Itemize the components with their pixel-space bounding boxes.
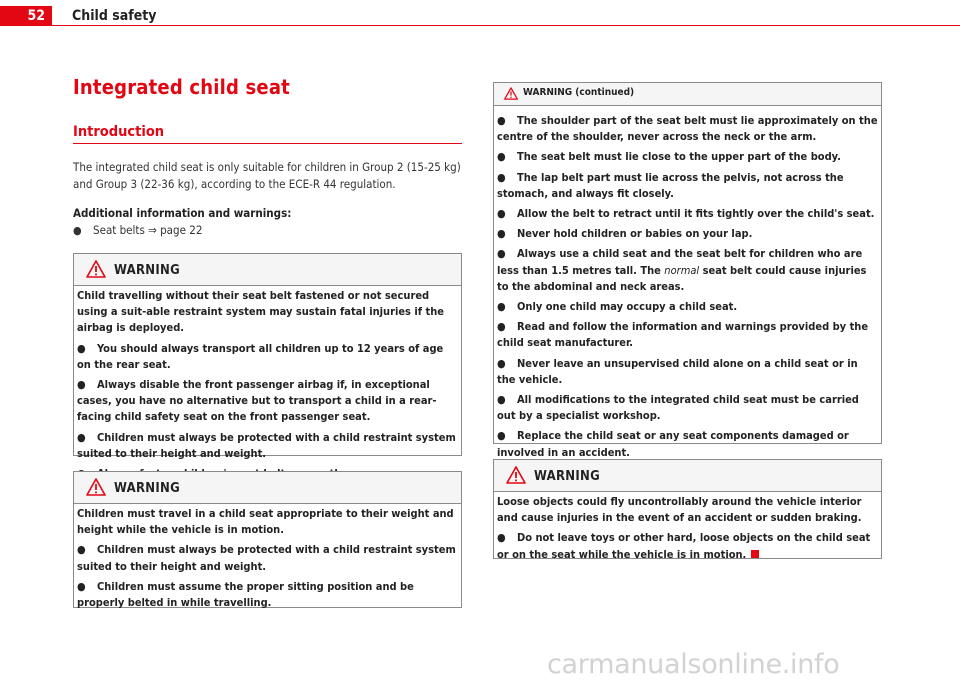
bullet-icon: ● — [497, 150, 506, 164]
warning-item: ● Never leave an unsupervised child alone on a child seat or in the vehicle. — [497, 356, 858, 386]
bullet-icon: ● — [77, 378, 86, 392]
warning-item: ● Never hold children or babies on your lap. — [497, 226, 878, 242]
header-rule — [52, 25, 960, 26]
bullet-icon: ● — [497, 114, 506, 127]
subsection-rule — [73, 143, 462, 144]
running-title: Child safety — [72, 8, 157, 24]
subsection-title: Introduction — [73, 124, 165, 140]
warning-item: ● Replace the child seat or any seat components damaged or involved in an accident. — [497, 429, 849, 459]
warning-item: ● Children must assume the proper sitting position and be properly belted in while travelling. — [77, 579, 414, 610]
bullet-icon: ● — [497, 247, 506, 261]
watermark: carmanualsonline.info — [547, 649, 840, 680]
warning-title: WARNING — [534, 469, 601, 484]
bullet-icon: ● — [77, 543, 86, 557]
bullet-icon: ● — [497, 227, 506, 241]
warning-title: WARNING (continued) — [523, 87, 635, 98]
warning-triangle-icon — [86, 260, 106, 278]
warning-lead: Children must travel in a child seat appropriate to their weight and height while the vehicle is in motion. — [77, 507, 454, 537]
warning-box-3 — [493, 459, 882, 559]
warning-item: ● The shoulder part of the seat belt must lie approximately on the centre of the shoulder, never across the neck or the arm. — [497, 114, 878, 144]
warning-body — [494, 106, 881, 464]
warning-item: ● Children must always be protected with a child restraint system suited to their height and weight. — [77, 430, 456, 460]
warning-header — [494, 83, 881, 106]
warning-item: ● Do not leave toys or other hard, loose objects on the child seat or on the seat while the vehicle is in motion. — [497, 531, 871, 561]
warning-item: ● The lap belt part must lie across the pelvis, not across the stomach, and always fit closely. — [497, 170, 844, 200]
page-header — [0, 0, 960, 28]
warning-header — [494, 460, 881, 492]
bullet-icon: ● — [497, 207, 506, 221]
additional-info-item — [73, 222, 463, 239]
warning-item: ● Only one child may occupy a child seat. — [497, 299, 878, 315]
warning-body — [494, 492, 881, 566]
bullet-icon: ● — [77, 579, 86, 593]
warning-item: ● The seat belt must lie close to the upper part of the body. — [497, 149, 878, 165]
bullet-icon: ● — [497, 170, 506, 184]
warning-item: ● Always use a child seat and the seat belt for children who are less than 1.5 metres tall. The normal seat belt could cause injuries to the abdominal and neck areas. — [497, 247, 867, 293]
warning-header — [74, 472, 461, 504]
warning-header — [74, 254, 461, 286]
warning-box-2 — [73, 471, 462, 608]
bullet-icon: ● — [497, 300, 506, 314]
warning-item: ● Allow the belt to retract until it fits tightly over the child's seat. — [497, 206, 878, 222]
bullet-icon: ● — [497, 429, 506, 443]
section-title: Integrated child seat — [73, 75, 290, 99]
warning-title: WARNING — [114, 481, 181, 496]
warning-triangle-icon — [504, 87, 518, 100]
warning-title: WARNING — [114, 263, 181, 278]
warning-item: ● You should always transport all children up to 12 years of age on the rear seat. — [77, 341, 444, 371]
bullet-icon: ● — [497, 356, 506, 370]
warning-item: ● Always disable the front passenger airbag if, in exceptional cases, you have no alternative but to transport a child in a rear-facing child safety seat on the front passenger seat. — [77, 378, 437, 424]
warning-continued-box — [493, 82, 882, 459]
warning-body — [74, 286, 461, 485]
bullet-icon: ● — [497, 531, 506, 545]
intro-paragraph: The integrated child seat is only suitable for children in Group 2 (15-25 kg) and Group 3 (22-36 kg), according to the ECE-R 44 regulation. — [73, 160, 461, 191]
bullet-icon: ● — [77, 430, 86, 444]
warning-item: ● All modifications to the integrated child seat must be carried out by a specialist workshop. — [497, 393, 859, 423]
warning-box-1 — [73, 253, 462, 460]
warning-item: ● Children must always be protected with a child restraint system suited to their height and weight. — [77, 543, 456, 573]
seat-belts-link[interactable]: Seat belts ⇒ page 22 — [93, 223, 203, 237]
bullet-icon: ● — [497, 393, 506, 407]
bullet-icon: ● — [497, 320, 506, 334]
warning-body — [74, 504, 461, 614]
section-end-icon — [751, 550, 759, 558]
page-number: 52 — [0, 6, 52, 26]
warning-lead: Loose objects could fly uncontrollably around the vehicle interior and cause injuries in the event of an accident or sudden braking. — [497, 495, 862, 525]
bullet-icon: ● — [73, 224, 82, 237]
warning-triangle-icon — [86, 478, 106, 496]
bullet-icon: ● — [77, 341, 86, 355]
warning-lead: Child travelling without their seat belt fastened or not secured using a suit-able restraint system may sustain fatal injuries if the airbag is deployed. — [77, 289, 445, 335]
additional-info-heading: Additional information and warnings: — [73, 206, 292, 220]
warning-triangle-icon — [506, 466, 526, 484]
warning-item: ● Read and follow the information and warnings provided by the child seat manufacturer. — [497, 320, 869, 350]
